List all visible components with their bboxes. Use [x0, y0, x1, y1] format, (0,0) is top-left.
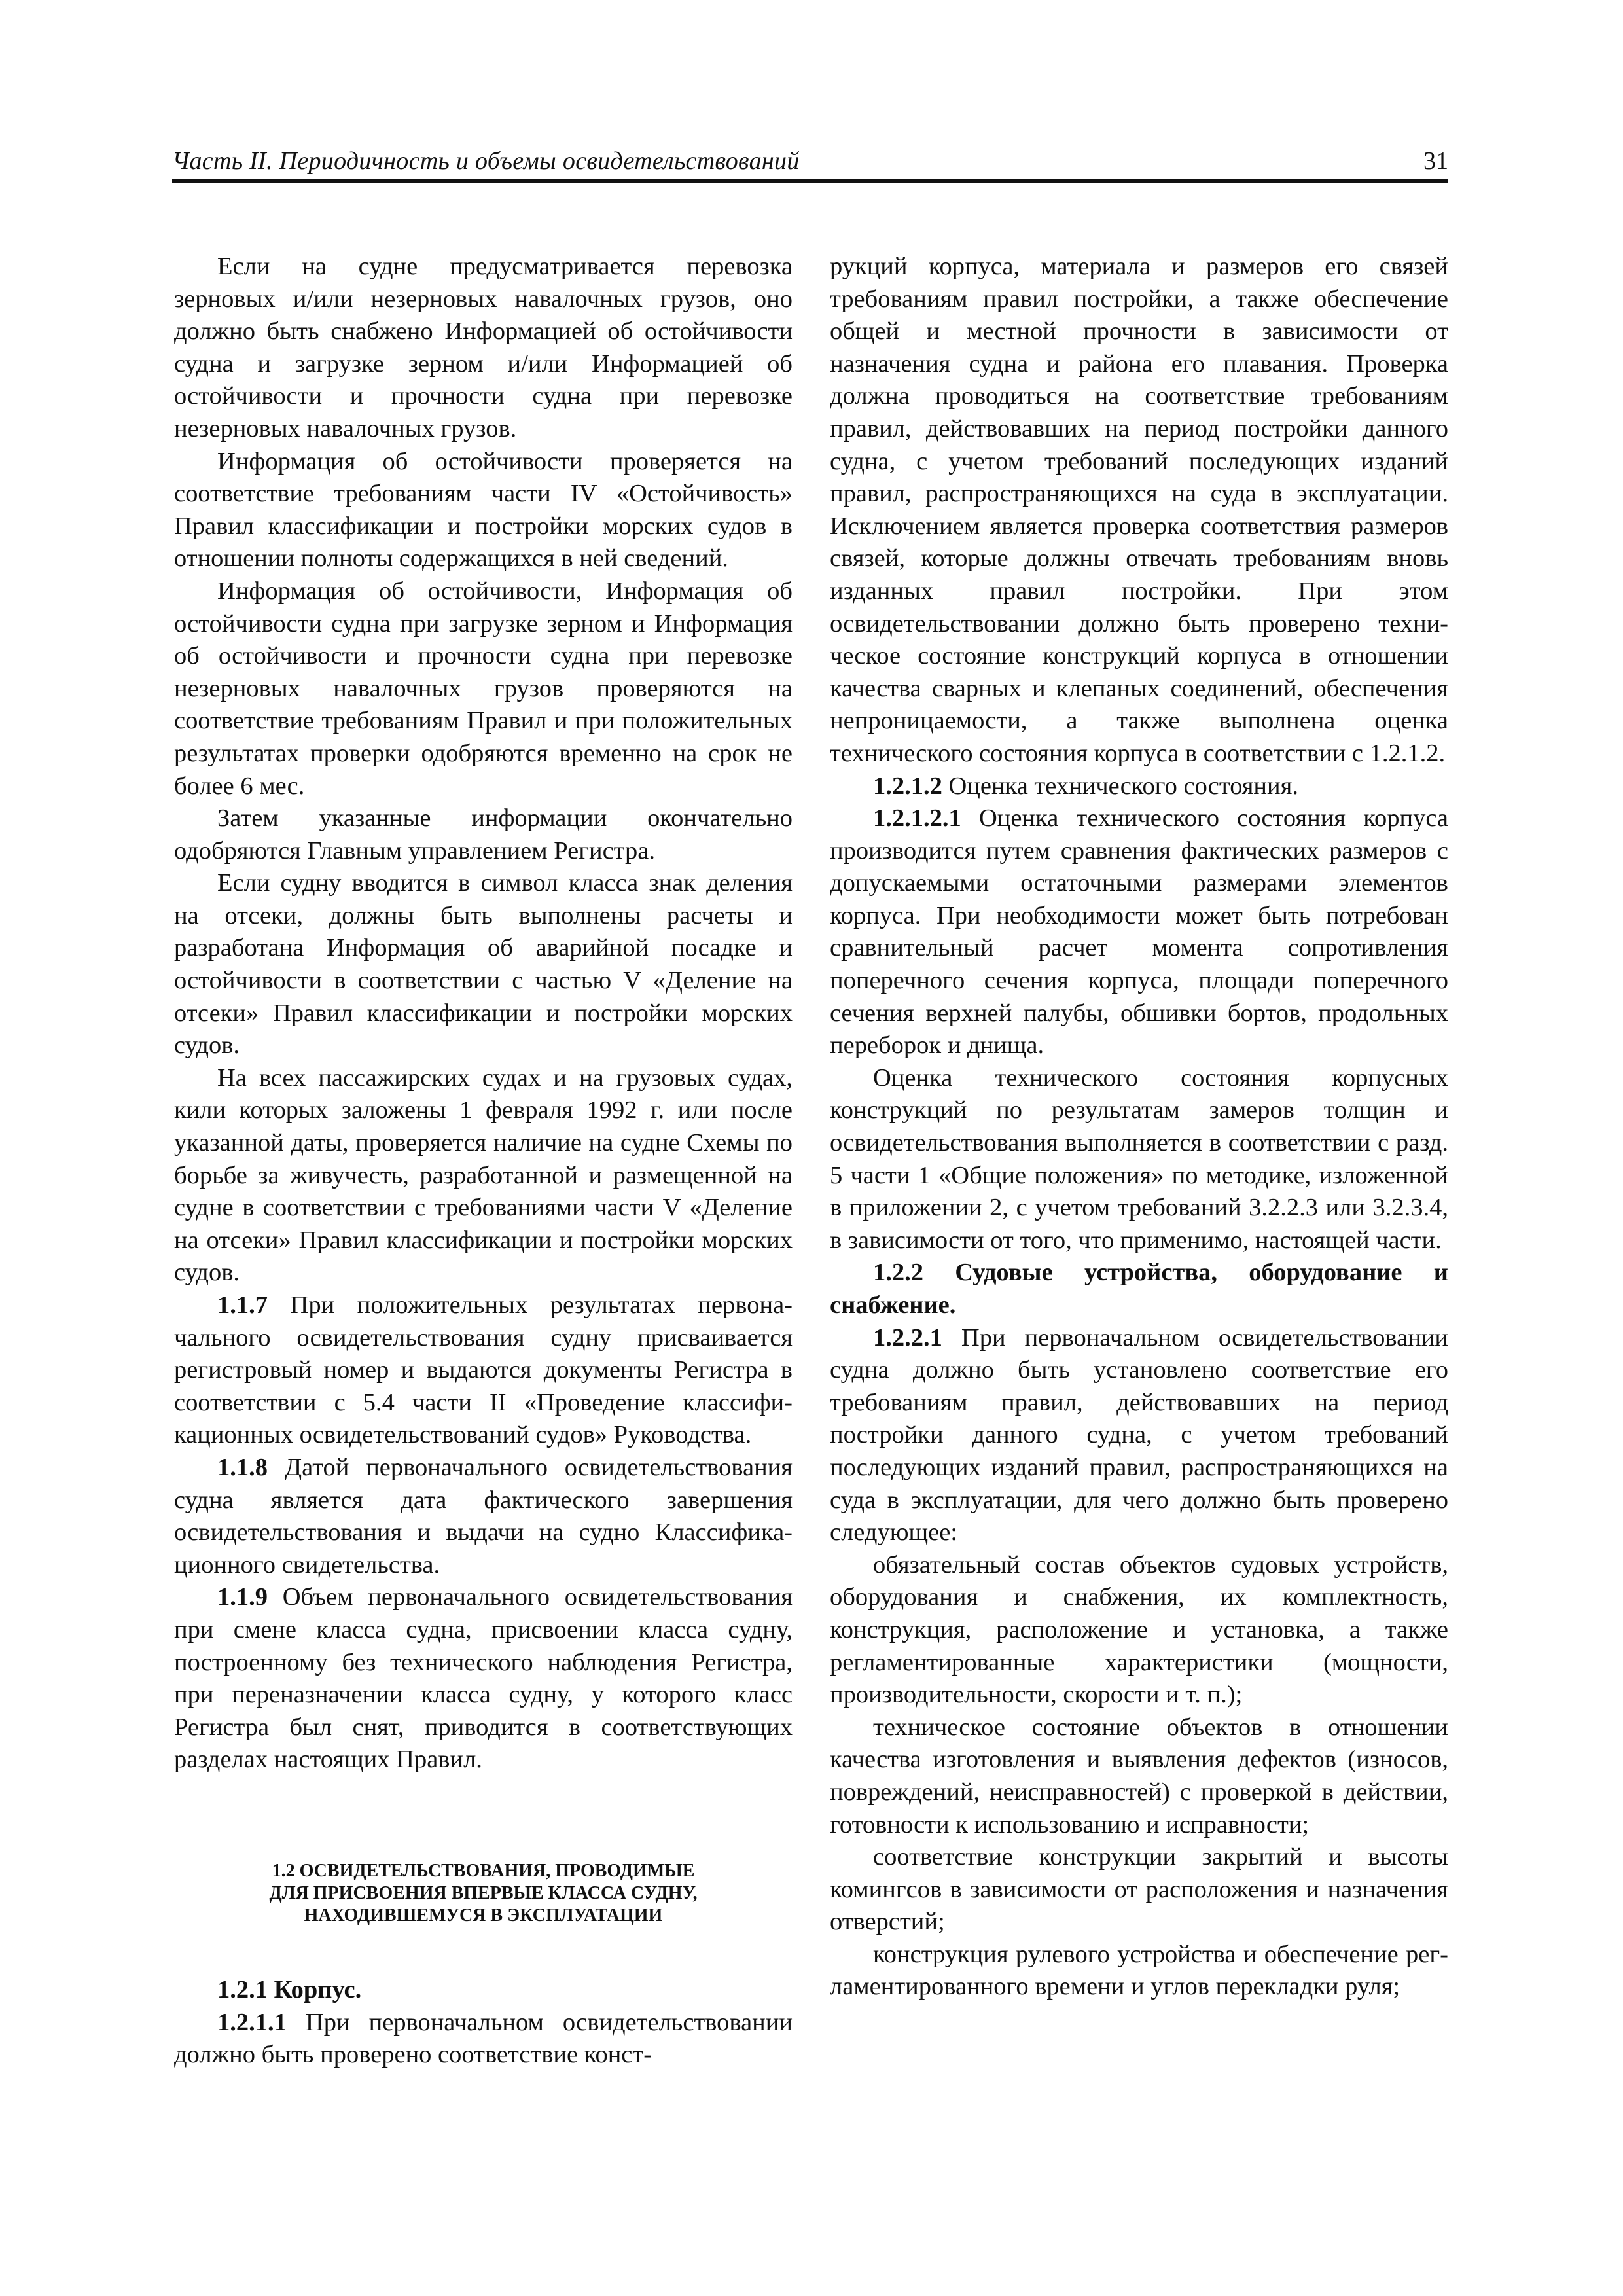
- paragraph: Информация об остойчивости, Информация об остойчивости судна при загрузке зерном и Информация об остойчивости и прочности судна при перевозке незерновых навалочных грузов проверяются на соответствие требованиям Правил и при положительных результатах проверки одобряются временно на срок не более 6 мес.: [174, 577, 793, 800]
- paragraph: Информация об остойчивости проверяется на соответствие требованиям части IV «Остойчивость» Правил классификации и постройки морских судов в отношении полноты содержащихся в ней сведений.: [174, 447, 793, 573]
- paragraph-1-2-1-2-1: [830, 802, 1448, 1062]
- paragraph-1-2-1-1: [174, 2007, 793, 2072]
- section-heading-line: ДЛЯ ПРИСВОЕНИЯ ВПЕРВЫЕ КЛАССА СУДНУ,: [269, 1882, 698, 1903]
- clause-text: Датой первоначального освидетельствования судна является дата фактического завершения освидетельствования и выдачи на судно Классификационного свидетельства.: [174, 1453, 793, 1579]
- paragraph: Оценка технического состояния корпусных конструкций по результатам замеров толщин и освидетельствования выполняется в соответствии с разд. 5 части 1 «Общие положения» по методике, изложенной в приложении 2, с учетом требований 3.2.2.3 или 3.2.3.4, в зависимости от того, что применимо, настоящей части.: [830, 1064, 1448, 1254]
- clause-text: При первоначальном освидетельствовании должно быть проверено соответствие конст-: [174, 2008, 793, 2069]
- clause-text: При первоначальном освидетельствовании судна должно быть установлено соответствие его требованиям правил, действовавших на период постройки данного судна, с учетом требований последующих изданий правил, распространяющихся на суда в эксплуатации, для чего должно быть проверено следующее:: [830, 1323, 1448, 1547]
- paragraph: Затем указанные информации окончательно одобряются Главным управлением Регистра.: [174, 804, 793, 865]
- clause-number: 1.2.2.1: [873, 1323, 942, 1352]
- paragraph-1-2-2-1: [830, 1322, 1448, 1549]
- page-number: 31: [1423, 147, 1448, 175]
- section-heading-1-2: [174, 1860, 793, 1927]
- clause-number: 1.2.1.2.1: [873, 804, 961, 833]
- clause-text: Объем первоначального освидетельствования при смене класса судна, присвоении класса судну, построенному без технического наблюдения Регистра, при переназначении класса судну, у которого класс Регистра был снят, приводится в соответствующих разделах настоящих Правил.: [174, 1583, 793, 1774]
- clause-number: 1.1.7: [217, 1291, 268, 1319]
- paragraph-1-1-7: [174, 1289, 793, 1452]
- clause-number: 1.1.9: [217, 1583, 268, 1611]
- subheading-1-2-1: 1.2.1 Корпус.: [217, 1975, 362, 2003]
- clause-text: При положительных результатах первоначального освидетельствования судну присваивается регистровый номер и выдаются документы Регистра в соответствии с 5.4 части II «Проведение классификационных освидетельствований судов» Руководства.: [174, 1291, 793, 1449]
- paragraph: Если судну вводится в символ класса знак деления на отсеки, должны быть выполнены расчеты и разработана Информация об аварийной посадке и остойчивости в соответствии с частью V «Деление на отсеки» Правил классификации и постройки морских судов.: [174, 869, 793, 1060]
- subheading-1-2-2: 1.2.2 Судовые устройства, оборудование и снабжение.: [830, 1259, 1448, 1319]
- paragraph: рукций корпуса, материала и размеров его связей требованиям правил постройки, а также обеспечение общей и местной прочности в зависимости от назначения судна и района его плавания. Проверка должна проводиться на соответствие требованиям правил, действовавших на период постройки данного судна, с учетом требований последующих изданий правил, распространяющихся на суда в эксплуатации. Исключением является проверка соответствия размеров связей, которые должны отвечать требованиям вновь изданных правил постройки. При этом освидетельствовании должно быть проверено техническое состояние конструкций корпуса в отношении качества сварных и клепаных соединений, обеспечения непроницаемости, а также выполнена оценка технического состояния корпуса в соответствии с 1.2.1.2.: [830, 253, 1448, 767]
- paragraph: Если на судне предусматривается перевозка зерновых и/или незерновых навалочных грузов, оно должно быть снабжено Информацией об остойчивости судна и загрузке зерном и/или Информацией об остойчивости и прочности судна при перевозке незерновых навалочных грузов.: [174, 253, 793, 442]
- paragraph-1-2-1-2: [830, 770, 1448, 803]
- clause-text: Оценка технического состояния.: [942, 772, 1298, 800]
- left-column: [174, 251, 793, 2072]
- list-item: конструкция рулевого устройства и обеспечение регламентированного времени и углов перекладки руля;: [830, 1940, 1448, 2001]
- clause-text: Оценка технического состояния корпуса производится путем сравнения фактических размеров с допускаемыми остаточными размерами элементов корпуса. При необходимости может быть потребован сравнительный расчет момента сопротивления поперечного сечения корпуса, площади поперечного сечения верхней палубы, обшивки бортов, продольных переборок и днища.: [830, 804, 1448, 1060]
- header-title: Часть II. Периодичность и объемы освидетельствований: [172, 147, 800, 175]
- list-item: обязательный состав объектов судовых устройств, оборудования и снабжения, их комплектность, конструкция, расположение и установка, а также регламентированные характеристики (мощности, производительности, скорости и т. п.);: [830, 1551, 1448, 1709]
- clause-number: 1.2.1.1: [217, 2008, 287, 2036]
- section-heading-line: НАХОДИВШЕМУСЯ В ЭКСПЛУАТАЦИИ: [304, 1905, 663, 1926]
- list-item: соответствие конструкции закрытий и высоты комингсов в зависимости от расположения и назначения отверстий;: [830, 1843, 1448, 1936]
- clause-number: 1.2.1.2: [873, 772, 942, 800]
- right-column: [830, 251, 1448, 2003]
- list-item: техническое состояние объектов в отношении качества изготовления и выявления дефектов (износов, повреждений, неисправностей) с проверкой в действии, готовности к использованию и исправности;: [830, 1713, 1448, 1839]
- clause-number: 1.1.8: [217, 1453, 268, 1481]
- paragraph-1-1-9: [174, 1581, 793, 1776]
- section-heading-line: 1.2 ОСВИДЕТЕЛЬСТВОВАНИЯ, ПРОВОДИМЫЕ: [272, 1860, 695, 1881]
- paragraph-1-1-8: [174, 1452, 793, 1581]
- running-header: [172, 145, 1448, 183]
- paragraph: На всех пассажирских судах и на грузовых судах, кили которых заложены 1 февраля 1992 г. или после указанной даты, проверяется наличие на судне Схемы по борьбе за живучесть, разработанной и размещенной на судне в соответствии с требованиями части V «Деление на отсеки» Правил классификации и постройки морских судов.: [174, 1064, 793, 1287]
